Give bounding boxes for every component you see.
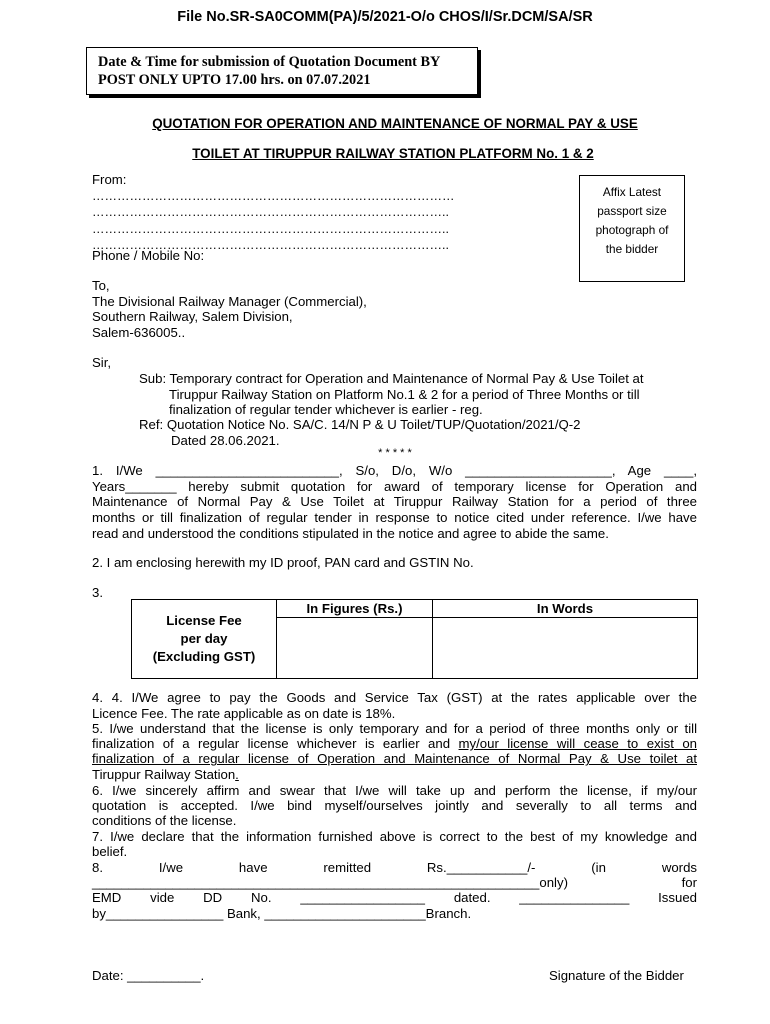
paragraph-line: 7. I/we declare that the information furnished above is correct to the best of my knowledge and bbox=[92, 829, 697, 844]
paragraph-line: conditions of the license. bbox=[92, 813, 237, 829]
paragraph-6 bbox=[92, 783, 697, 829]
paragraph-8 bbox=[92, 860, 697, 921]
paragraph-line bbox=[92, 736, 697, 751]
in-words-header: In Words bbox=[433, 600, 698, 618]
reference-block bbox=[139, 417, 581, 448]
dotted-line: ………………………………………………………………………….. bbox=[92, 237, 449, 252]
reference-line: Ref: Quotation Notice No. SA/C. 14/N P & U Toilet/TUP/Quotation/2021/Q-2 bbox=[139, 417, 581, 432]
paragraph-line: 4. 4. I/We agree to pay the Goods and Service Tax (GST) at the rates applicable over the bbox=[92, 690, 697, 705]
dotted-line: ………………………………………………………………………….. bbox=[92, 205, 449, 220]
paragraph-1 bbox=[92, 463, 697, 542]
file-number-text: File No.SR-SA0COMM(PA)/5/2021-O/o CHOS/I/Sr.DCM/SA/SR bbox=[177, 9, 593, 25]
paragraph-5 bbox=[92, 721, 697, 782]
subject-line: finalization of regular tender whichever is earlier - reg. bbox=[169, 402, 483, 418]
dotted-line: ………………………………………………………………………….. bbox=[92, 221, 449, 236]
paragraph-line: read and understood the conditions stipulated in the notice and agree to abide the same. bbox=[92, 525, 609, 541]
underlined-text: . bbox=[235, 766, 239, 782]
address-line: Southern Railway, Salem Division, bbox=[92, 309, 293, 325]
paragraph-line: EMD vide DD No. _________________ dated. _______________ Issued bbox=[92, 890, 697, 906]
title-line-2: TOILET AT TIRUPPUR RAILWAY STATION PLATFORM No. 1 & 2 bbox=[192, 146, 594, 161]
address-line: The Divisional Railway Manager (Commercial), bbox=[92, 293, 367, 309]
date-field[interactable]: Date: __________. bbox=[92, 968, 205, 983]
in-words-input-cell[interactable] bbox=[433, 618, 698, 679]
reference-line: Dated 28.06.2021. bbox=[171, 432, 280, 448]
paragraph-line bbox=[92, 767, 697, 782]
paragraph-line: Years_______ hereby submit quotation for award of temporary license for Operation and bbox=[92, 478, 697, 494]
title-line-1: QUOTATION FOR OPERATION AND MAINTENANCE OF NORMAL PAY & USE bbox=[152, 116, 638, 131]
paragraph-line: months or till finalization of regular tender in response to notice cited under reference. I/we have bbox=[92, 510, 697, 526]
separator-stars: * * * * * bbox=[378, 447, 412, 459]
paragraph-line: belief. bbox=[92, 844, 128, 860]
from-address-lines bbox=[92, 188, 455, 253]
paragraph-line: 5. I/we understand that the license is only temporary and for a period of three months only or till bbox=[92, 721, 697, 736]
paragraph-line: 1. I/We _________________________, S/o, D/o, W/o ____________________, Age ____, bbox=[92, 463, 697, 478]
deadline-line-2: POST ONLY UPTO 17.00 hrs. on 07.07.2021 bbox=[98, 72, 371, 88]
from-label: From: bbox=[92, 172, 127, 187]
paragraph-line: _____________________________________________________________only) for bbox=[92, 875, 697, 891]
recipient-address bbox=[92, 278, 367, 341]
in-figures-input-cell[interactable] bbox=[277, 618, 433, 679]
photo-box-line: Affix Latest bbox=[602, 185, 662, 199]
paragraph-line: by________________ Bank, ______________________Branch. bbox=[92, 905, 472, 921]
submission-deadline-box bbox=[86, 47, 478, 95]
paragraph-line: finalization of a regular license of Operation and Maintenance of Normal Pay & Use toilet at bbox=[92, 751, 697, 767]
dotted-line: …………………………………………………………………………… bbox=[92, 189, 455, 203]
photo-box-line: photograph of bbox=[595, 223, 669, 237]
salutation: Sir, bbox=[92, 355, 112, 370]
photo-box-line: passport size bbox=[597, 204, 667, 218]
paragraph-line: Maintenance of Normal Pay & Use Toilet at Tiruppur Railway Station for a period of three bbox=[92, 494, 697, 510]
license-fee-table bbox=[131, 599, 698, 679]
address-line: To, bbox=[92, 278, 110, 293]
paragraph-line: quotation is accepted. I/we bind myself/ourselves jointly and severally to all terms and bbox=[92, 798, 697, 814]
plain-text: Tiruppur Railway Station bbox=[92, 766, 236, 782]
subject-line: Tiruppur Railway Station on Platform No.1 & 2 for a period of Three Months or till bbox=[169, 386, 640, 402]
paragraph-line: 6. I/we sincerely affirm and swear that I/we will take up and perform the license, if my/our bbox=[92, 783, 697, 798]
paragraph-line: Licence Fee. The rate applicable as on date is 18%. bbox=[92, 705, 396, 721]
fee-label-line: per day bbox=[180, 631, 228, 646]
bidder-signature-label: Signature of the Bidder bbox=[549, 968, 684, 983]
remittance-line: 8. I/we have remitted Rs.___________/- (in words bbox=[92, 860, 697, 875]
paragraph-4 bbox=[92, 690, 697, 721]
photo-box-line: the bidder bbox=[605, 242, 659, 256]
address-line: Salem-636005.. bbox=[92, 325, 186, 341]
paragraph-7 bbox=[92, 829, 697, 859]
fee-label-line: (Excluding GST) bbox=[152, 649, 256, 664]
in-figures-header: In Figures (Rs.) bbox=[277, 600, 433, 618]
phone-label: Phone / Mobile No: bbox=[92, 248, 205, 263]
subject-line: Sub: Temporary contract for Operation and Maintenance of Normal Pay & Use Toilet at bbox=[139, 371, 644, 386]
plain-text: finalization of a regular license whichever is earlier and bbox=[92, 736, 459, 752]
deadline-line-1: Date & Time for submission of Quotation Document BY bbox=[98, 54, 441, 70]
paragraph-3-label: 3. bbox=[92, 585, 103, 600]
subject-block bbox=[139, 371, 644, 418]
photo-placeholder-box bbox=[579, 175, 685, 282]
fee-label-line: License Fee bbox=[166, 613, 242, 628]
paragraph-line bbox=[92, 860, 697, 875]
underlined-text: my/our license will cease to exist on bbox=[458, 736, 697, 752]
paragraph-2: 2. I am enclosing herewith my ID proof, PAN card and GSTIN No. bbox=[92, 555, 474, 570]
file-number bbox=[0, 9, 770, 25]
license-fee-label-cell bbox=[132, 600, 277, 679]
